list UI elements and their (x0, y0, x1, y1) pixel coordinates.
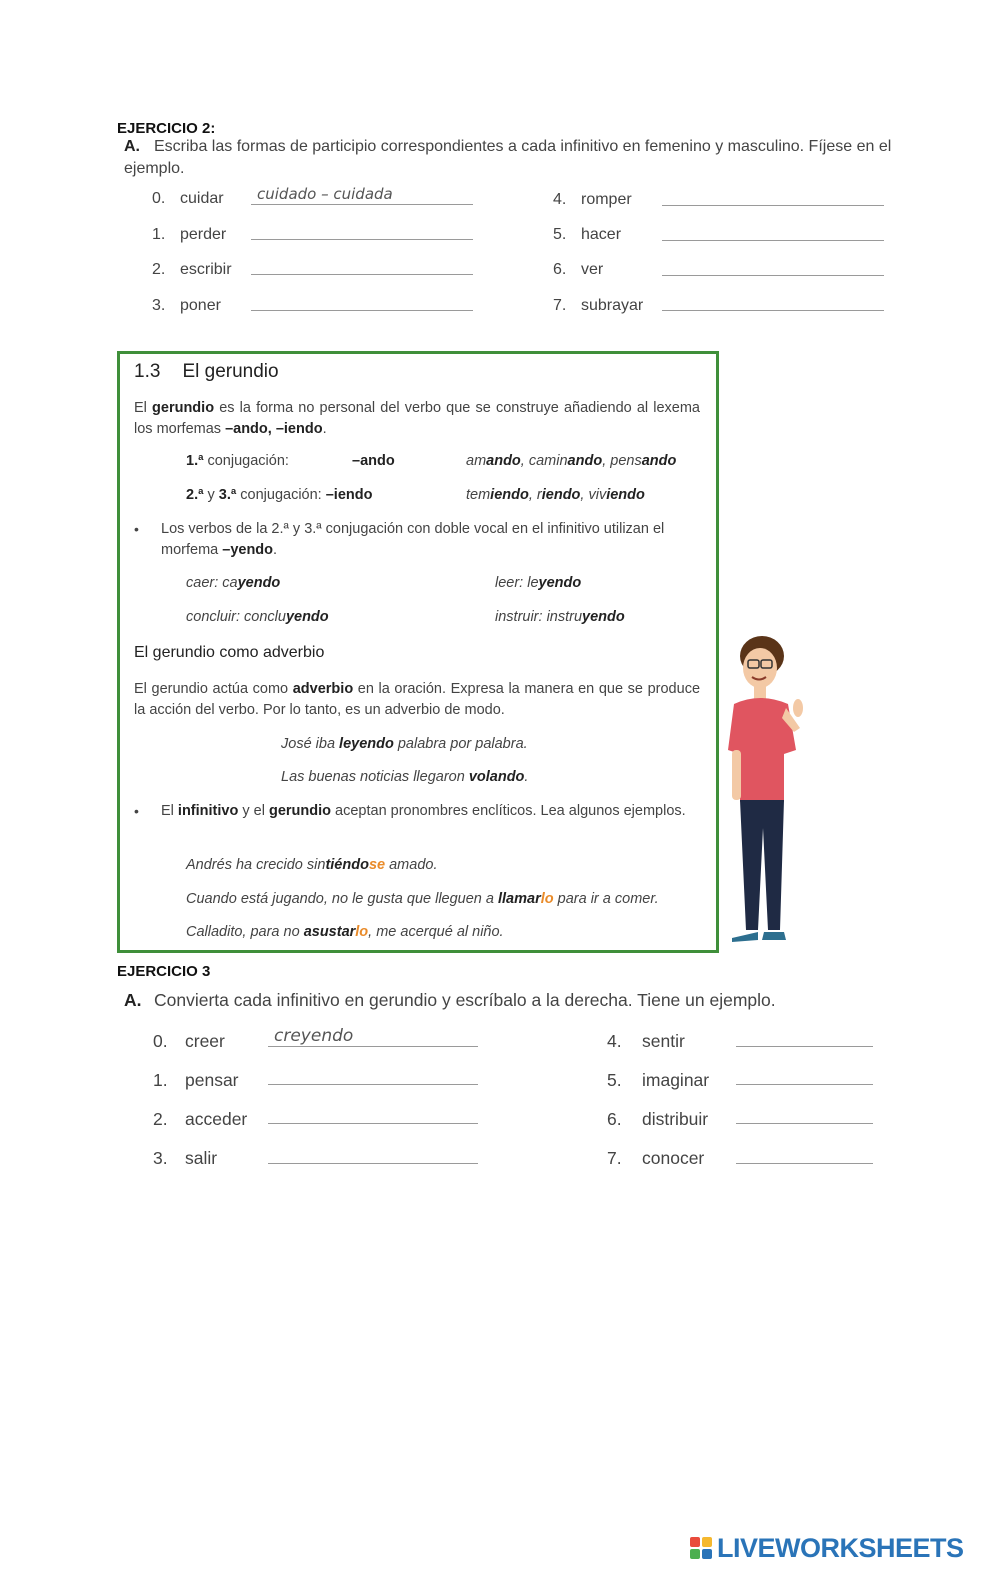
bullet-icon: • (134, 803, 139, 819)
item-number: 0. (152, 190, 166, 207)
answer-line (662, 185, 884, 206)
answer-line (736, 1064, 873, 1085)
text: Los verbos de la 2.ª y 3.ª conjugación con doble vocal en el infinitivo utilizan el morfema (161, 521, 665, 558)
exercise-2-letter: A. (124, 138, 140, 155)
bullet-2-text (161, 801, 700, 822)
item-verb: imaginar (642, 1070, 710, 1090)
text-bold: ando (567, 453, 603, 469)
enclitic-example-3 (186, 922, 504, 943)
item-verb: sentir (642, 1031, 685, 1051)
item-verb: salir (185, 1148, 218, 1168)
pronoun-highlight: se (368, 857, 386, 873)
answer-input[interactable] (736, 1064, 873, 1084)
text: José iba (281, 736, 340, 752)
answer-input[interactable] (251, 184, 473, 204)
exercise-3-instruction (124, 989, 904, 1011)
item-number: 3. (152, 297, 166, 314)
item-number: 6. (553, 261, 567, 278)
text-bold: volando (468, 769, 525, 785)
text-bold: asustar (303, 924, 356, 940)
logo-square-icon (702, 1549, 712, 1559)
liveworksheets-logo[interactable]: LIVEWORKSHEETS (717, 1533, 964, 1563)
answer-input[interactable] (736, 1026, 873, 1046)
list-item (553, 226, 621, 244)
logo-square-icon (702, 1537, 712, 1547)
list-item (153, 1109, 247, 1130)
item-verb: hacer (581, 226, 622, 243)
adverb-paragraph (134, 679, 700, 721)
list-item (152, 190, 224, 208)
text: instruir: instru (495, 609, 583, 625)
bullet-2 (134, 801, 700, 822)
item-verb: romper (581, 191, 632, 208)
item-verb: acceder (185, 1109, 248, 1129)
item-verb: escribir (180, 261, 232, 278)
text-bold: adverbio (292, 681, 354, 697)
neck-shape (754, 686, 766, 700)
answer-input[interactable] (662, 220, 884, 240)
bullet-icon: • (134, 521, 139, 537)
subheading: El gerundio como adverbio (134, 644, 325, 661)
enclitic-example-1 (186, 855, 437, 876)
item-number: 2. (152, 261, 166, 278)
text-bold: yendo (285, 609, 329, 625)
text: , me acerqué al niño. (368, 924, 504, 940)
list-item (607, 1070, 709, 1091)
text: r (536, 487, 542, 503)
item-number: 0. (153, 1031, 168, 1051)
text-bold: 3.ª (218, 487, 237, 503)
text: . (273, 542, 278, 558)
text: pens (610, 453, 642, 469)
text-bold: yendo (582, 609, 625, 625)
item-verb: subrayar (581, 297, 644, 314)
text-bold: yendo (538, 575, 582, 591)
item-number: 4. (607, 1031, 622, 1051)
example-1 (186, 573, 280, 594)
conjugation-1-morpheme: –ando (352, 453, 395, 469)
answer-input[interactable] (268, 1026, 478, 1046)
conjugation-1-examples: amando, caminando, pensando (466, 453, 677, 469)
answer-input[interactable] (662, 255, 884, 275)
item-number: 1. (152, 226, 166, 243)
answer-line (662, 290, 884, 311)
list-item (152, 261, 232, 279)
text: para ir a comer. (553, 891, 659, 907)
bullet-1-text (161, 519, 700, 561)
list-item (607, 1148, 704, 1169)
shoe-icon (732, 932, 758, 942)
answer-line (736, 1143, 873, 1164)
item-number: 6. (607, 1109, 622, 1129)
text: tem (466, 487, 491, 503)
item-verb: cuidar (180, 190, 224, 207)
example-4 (495, 607, 625, 628)
text-bold: iendo (606, 487, 645, 503)
example-3 (186, 607, 329, 628)
item-number: 4. (553, 191, 567, 208)
text: . (524, 769, 529, 785)
answer-input[interactable] (662, 290, 884, 310)
text: El (134, 400, 153, 416)
text: palabra por palabra. (393, 736, 528, 752)
text-bold: iendo (490, 487, 529, 503)
item-number: 2. (153, 1109, 168, 1129)
exercise-3-letter: A. (124, 990, 142, 1010)
section-title: El gerundio (182, 361, 279, 382)
text-bold: gerundio (152, 400, 215, 416)
item-number: 3. (153, 1148, 168, 1168)
text: Andrés ha crecido sin (186, 857, 326, 873)
text: aceptan pronombres enclíticos. Lea algunos ejemplos. (331, 803, 686, 819)
item-verb: poner (180, 297, 221, 314)
text-bold: ando (486, 453, 521, 469)
text: am (466, 453, 487, 469)
text-bold: ando (641, 453, 677, 469)
text-bold: 1.ª (186, 453, 204, 469)
text-bold: iendo (541, 487, 581, 503)
grammar-box (117, 351, 719, 953)
conjugation-2-examples: temiendo, riendo, viviendo (466, 487, 645, 503)
answer-line (268, 1064, 478, 1085)
answer-input[interactable] (268, 1064, 478, 1084)
answer-line (662, 255, 884, 276)
example-2 (495, 573, 581, 594)
answer-input[interactable] (251, 254, 473, 274)
text-bold: 2.ª (186, 487, 204, 503)
text: en la oración. Expresa la manera en que se produce la acción del verbo. Por lo tanto, es un adverbio de modo. (134, 681, 701, 718)
section-heading (134, 361, 279, 383)
list-item (153, 1031, 225, 1052)
text-bold: yendo (237, 575, 281, 591)
arm-shape (732, 750, 741, 800)
list-item (607, 1109, 708, 1130)
teacher-illustration (722, 632, 812, 944)
text: conjugación: (236, 487, 326, 503)
answer-line (268, 1026, 478, 1047)
text: leer: le (495, 575, 539, 591)
text: Calladito, para no (186, 924, 304, 940)
answer-line (251, 290, 473, 311)
bullet-1 (134, 519, 700, 561)
section-number: 1.3 (134, 361, 161, 382)
text: Cuando está jugando, no le gusta que lleguen a (186, 891, 498, 907)
logo-square-icon (690, 1549, 700, 1559)
pronoun-highlight: lo (540, 891, 554, 907)
text-bold: infinitivo (177, 803, 239, 819)
item-verb: ver (581, 261, 604, 278)
item-verb: conocer (642, 1148, 705, 1168)
text-bold: llamar (498, 891, 541, 907)
logo-square-icon (690, 1537, 700, 1547)
exercise-2-instruction-text: Escriba las formas de participio correspondientes a cada infinitivo en femenino y masculino. Fíjese en el ejemplo. (124, 138, 892, 177)
intro-paragraph (134, 398, 700, 440)
pronoun-highlight: lo (355, 924, 369, 940)
exercise-3-title: EJERCICIO 3 (117, 963, 211, 980)
list-item (607, 1031, 685, 1052)
text: concluir: conclu (186, 609, 286, 625)
conjugation-2-morpheme: –iendo (325, 487, 373, 503)
answer-line (251, 219, 473, 240)
text: . (322, 421, 327, 437)
answer-line (662, 220, 884, 241)
conjugation-2-label (186, 485, 372, 506)
item-number: 7. (553, 297, 567, 314)
text-bold: tiéndo (325, 857, 369, 873)
text: es la forma no personal del verbo que se construye añadiendo al lexema los morfemas (134, 400, 700, 437)
text: viv (588, 487, 607, 503)
text: caer: ca (186, 575, 238, 591)
list-item (153, 1148, 217, 1169)
item-number: 5. (553, 226, 567, 243)
text: y (203, 487, 219, 503)
item-verb: perder (180, 226, 227, 243)
exercise-2-instruction (124, 136, 904, 180)
answer-input[interactable] (662, 185, 884, 205)
text-bold: –yendo (222, 542, 274, 558)
liveworksheets-logo-icon (690, 1537, 714, 1561)
text: Las buenas noticias llegaron (281, 769, 469, 785)
text: El gerundio actúa como (134, 681, 293, 697)
answer-line (268, 1143, 478, 1164)
item-verb: creer (185, 1031, 225, 1051)
answer-input[interactable] (736, 1143, 873, 1163)
item-verb: pensar (185, 1070, 239, 1090)
exercise-3-instruction-text: Convierta cada infinitivo en gerundio y escríbalo a la derecha. Tiene un ejemplo. (154, 990, 776, 1010)
item-number: 5. (607, 1070, 622, 1090)
text: amado. (385, 857, 438, 873)
text: camin (528, 453, 568, 469)
list-item (553, 191, 632, 209)
adverb-example-1 (281, 734, 528, 755)
text-bold: leyendo (339, 736, 394, 752)
answer-input[interactable] (736, 1103, 873, 1123)
answer-input[interactable] (268, 1143, 478, 1163)
conjugation-1-label (186, 451, 289, 472)
item-number: 1. (153, 1070, 168, 1090)
pants-shape (740, 800, 784, 930)
answer-input[interactable] (251, 219, 473, 239)
answer-line (268, 1103, 478, 1124)
adverb-example-2 (281, 767, 528, 788)
text-bold: –ando, –iendo (225, 421, 323, 437)
hand-icon (793, 699, 803, 717)
enclitic-example-2 (186, 889, 659, 910)
shoe-icon (762, 932, 786, 940)
item-verb: distribuir (642, 1109, 709, 1129)
exercise-2-title: EJERCICIO 2: (117, 120, 216, 137)
text: y el (238, 803, 269, 819)
list-item (153, 1070, 239, 1091)
text-bold: gerundio (268, 803, 331, 819)
list-item (152, 226, 226, 244)
text: El (161, 803, 178, 819)
list-item (553, 261, 603, 279)
answer-input[interactable] (268, 1103, 478, 1123)
list-item (553, 297, 643, 315)
answer-line (251, 254, 473, 275)
answer-line (251, 184, 473, 205)
answer-input[interactable] (251, 290, 473, 310)
answer-line (736, 1103, 873, 1124)
item-number: 7. (607, 1148, 622, 1168)
text: conjugación: (203, 453, 289, 469)
answer-line (736, 1026, 873, 1047)
list-item (152, 297, 221, 315)
